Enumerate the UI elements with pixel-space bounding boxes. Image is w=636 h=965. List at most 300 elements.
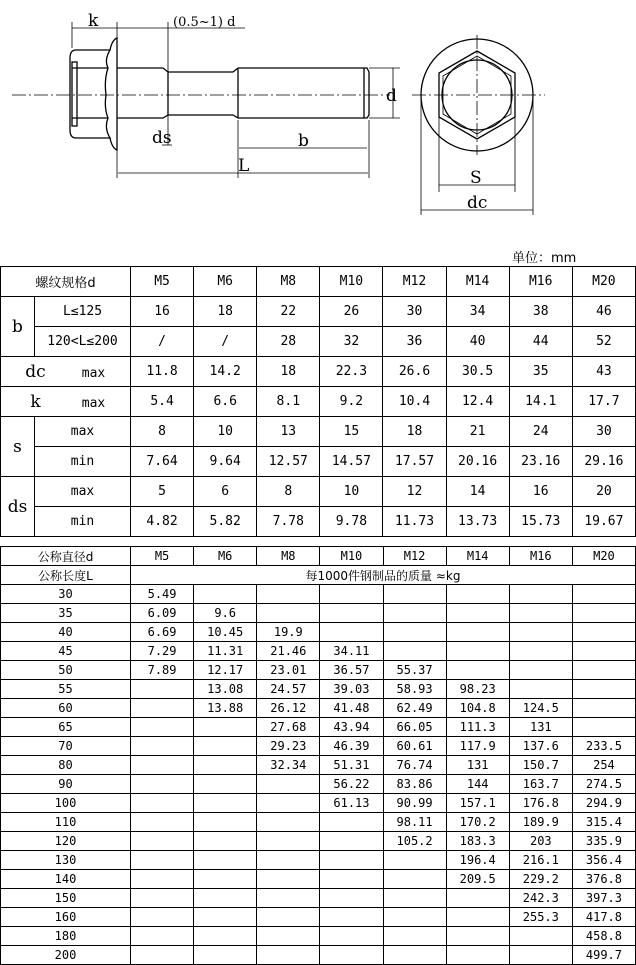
mass-cell: 98.23 xyxy=(446,680,509,699)
mass-cell: 5.49 xyxy=(131,585,194,604)
mass-cell xyxy=(131,813,194,832)
mass-cell: 13.88 xyxy=(194,699,257,718)
mass-cell: 46.39 xyxy=(320,737,383,756)
mass-cell: 176.8 xyxy=(509,794,572,813)
table-cell: 15.73 xyxy=(509,507,572,537)
length-cell: 55 xyxy=(1,680,131,699)
table-cell: 5.82 xyxy=(194,507,257,537)
size-header: M10 xyxy=(320,267,383,297)
mass-cell: 150.7 xyxy=(509,756,572,775)
table-cell: 26.6 xyxy=(383,357,446,387)
table-cell: 16 xyxy=(131,297,194,327)
table-row xyxy=(1,585,636,604)
mass-cell xyxy=(383,623,446,642)
size-header: M8 xyxy=(257,267,320,297)
table-row xyxy=(1,794,636,813)
table-cell: 9.64 xyxy=(194,447,257,477)
mass-cell xyxy=(131,870,194,889)
table-cell: 19.67 xyxy=(572,507,635,537)
mass-cell xyxy=(257,946,320,965)
table-row xyxy=(1,889,636,908)
mass-cell: 7.89 xyxy=(131,661,194,680)
table-cell: 21 xyxy=(446,417,509,447)
length-cell: 65 xyxy=(1,718,131,737)
table-cell: 17.57 xyxy=(383,447,446,477)
table-cell: 12.4 xyxy=(446,387,509,417)
table-cell: 10 xyxy=(194,417,257,447)
table-row xyxy=(1,477,636,507)
mass-cell xyxy=(131,756,194,775)
mass-cell: 23.01 xyxy=(257,661,320,680)
table-cell: 23.16 xyxy=(509,447,572,477)
table-cell: 8 xyxy=(131,417,194,447)
table-row xyxy=(1,718,636,737)
table-cell: 7.64 xyxy=(131,447,194,477)
mass-cell: 29.23 xyxy=(257,737,320,756)
table-row xyxy=(1,870,636,889)
table-cell: 10.4 xyxy=(383,387,446,417)
table-cell: 52 xyxy=(572,327,635,357)
mass-cell: 229.2 xyxy=(509,870,572,889)
param-label xyxy=(1,357,131,387)
mass-cell: 66.05 xyxy=(383,718,446,737)
mass-cell xyxy=(194,737,257,756)
length-cell: 140 xyxy=(1,870,131,889)
mass-cell: 60.61 xyxy=(383,737,446,756)
table-cell: 11.8 xyxy=(131,357,194,387)
param-symbol: k xyxy=(30,391,41,412)
table-cell: 34 xyxy=(446,297,509,327)
table-row xyxy=(1,737,636,756)
mass-cell xyxy=(320,813,383,832)
mass-cell xyxy=(257,908,320,927)
mass-cell: 62.49 xyxy=(383,699,446,718)
table-cell: 18 xyxy=(194,297,257,327)
mass-cell: 356.4 xyxy=(572,851,635,870)
mass-caption: 每1000件钢制品的质量 ≈kg xyxy=(131,566,636,585)
table-cell: 13.73 xyxy=(446,507,509,537)
mass-cell: 111.3 xyxy=(446,718,509,737)
mass-cell: 242.3 xyxy=(509,889,572,908)
mass-cell xyxy=(509,604,572,623)
mass-cell: 417.8 xyxy=(572,908,635,927)
mass-cell: 7.29 xyxy=(131,642,194,661)
size-header: M8 xyxy=(257,547,320,566)
mass-cell xyxy=(509,642,572,661)
mass-cell xyxy=(509,927,572,946)
mass-cell xyxy=(509,946,572,965)
table-cell: 35 xyxy=(509,357,572,387)
param-qualifier: L≤125 xyxy=(35,297,131,327)
table-cell: 14.2 xyxy=(194,357,257,387)
mass-cell xyxy=(572,585,635,604)
mass-cell xyxy=(194,794,257,813)
mass-cell: 90.99 xyxy=(383,794,446,813)
table-cell: 36 xyxy=(383,327,446,357)
table-cell: 22 xyxy=(257,297,320,327)
mass-cell: 131 xyxy=(509,718,572,737)
mass-cell xyxy=(320,870,383,889)
mass-cell: 6.69 xyxy=(131,623,194,642)
mass-cell: 13.08 xyxy=(194,680,257,699)
table-row xyxy=(1,267,636,297)
mass-cell xyxy=(320,832,383,851)
table-row xyxy=(1,927,636,946)
mass-cell xyxy=(572,623,635,642)
mass-cell: 131 xyxy=(446,756,509,775)
table-cell: 6 xyxy=(194,477,257,507)
mass-cell xyxy=(383,908,446,927)
mass-cell: 157.1 xyxy=(446,794,509,813)
header-label: 螺纹规格d xyxy=(1,267,131,297)
mass-cell: 209.5 xyxy=(446,870,509,889)
mass-cell xyxy=(320,851,383,870)
mass-cell xyxy=(194,756,257,775)
mass-cell xyxy=(257,604,320,623)
table-row xyxy=(1,642,636,661)
mass-cell xyxy=(572,718,635,737)
mass-cell: 76.74 xyxy=(383,756,446,775)
length-cell: 160 xyxy=(1,908,131,927)
mass-cell: 189.9 xyxy=(509,813,572,832)
param-qualifier: min xyxy=(35,447,131,477)
mass-cell xyxy=(194,851,257,870)
length-cell: 150 xyxy=(1,889,131,908)
mass-cell xyxy=(194,718,257,737)
length-cell: 70 xyxy=(1,737,131,756)
mass-cell xyxy=(194,775,257,794)
mass-cell xyxy=(509,585,572,604)
mass-cell: 34.11 xyxy=(320,642,383,661)
mass-cell xyxy=(257,851,320,870)
label-dc: dc xyxy=(467,193,488,213)
mass-cell: 19.9 xyxy=(257,623,320,642)
table-cell: 8 xyxy=(257,477,320,507)
mass-cell xyxy=(320,946,383,965)
mass-cell xyxy=(446,642,509,661)
mass-cell xyxy=(446,908,509,927)
table-cell: 44 xyxy=(509,327,572,357)
table-cell: 46 xyxy=(572,297,635,327)
mass-cell xyxy=(194,889,257,908)
mass-cell: 10.45 xyxy=(194,623,257,642)
table-cell: 14.1 xyxy=(509,387,572,417)
mass-cell xyxy=(257,832,320,851)
mass-cell xyxy=(194,870,257,889)
end-view xyxy=(412,35,545,215)
mass-cell xyxy=(383,585,446,604)
mass-cell xyxy=(131,946,194,965)
length-cell: 60 xyxy=(1,699,131,718)
table-cell: 5 xyxy=(131,477,194,507)
mass-cell: 255.3 xyxy=(509,908,572,927)
table-cell: 12 xyxy=(383,477,446,507)
mass-cell xyxy=(572,699,635,718)
mass-cell xyxy=(194,908,257,927)
mass-cell: 98.11 xyxy=(383,813,446,832)
mass-cell: 254 xyxy=(572,756,635,775)
table-cell: 20.16 xyxy=(446,447,509,477)
param-symbol: dc xyxy=(25,361,46,382)
size-header: M20 xyxy=(572,267,635,297)
mass-cell: 58.93 xyxy=(383,680,446,699)
table-cell: 14 xyxy=(446,477,509,507)
param-qualifier: max xyxy=(35,417,131,447)
mass-cell xyxy=(131,680,194,699)
mass-cell xyxy=(131,851,194,870)
mass-cell xyxy=(383,851,446,870)
mass-cell: 170.2 xyxy=(446,813,509,832)
mass-cell xyxy=(446,946,509,965)
length-cell: 90 xyxy=(1,775,131,794)
mass-cell: 117.9 xyxy=(446,737,509,756)
table-cell: 24 xyxy=(509,417,572,447)
mass-cell: 21.46 xyxy=(257,642,320,661)
mass-cell: 144 xyxy=(446,775,509,794)
mass-cell xyxy=(131,737,194,756)
mass-cell: 11.31 xyxy=(194,642,257,661)
mass-cell: 27.68 xyxy=(257,718,320,737)
spec-table xyxy=(0,266,636,537)
mass-cell: 163.7 xyxy=(509,775,572,794)
mass-cell xyxy=(446,604,509,623)
size-header: M12 xyxy=(383,547,446,566)
table-row xyxy=(1,813,636,832)
table-cell: / xyxy=(194,327,257,357)
size-header: M20 xyxy=(572,547,635,566)
length-cell: 130 xyxy=(1,851,131,870)
label-S: S xyxy=(470,168,482,188)
mass-cell: 397.3 xyxy=(572,889,635,908)
mass-cell xyxy=(257,870,320,889)
mass-cell: 39.03 xyxy=(320,680,383,699)
mass-cell: 24.57 xyxy=(257,680,320,699)
mass-cell xyxy=(572,642,635,661)
mass-table xyxy=(0,546,636,965)
mass-cell xyxy=(320,908,383,927)
param-label xyxy=(1,387,131,417)
mass-cell xyxy=(194,813,257,832)
label-L: L xyxy=(238,156,250,176)
mass-cell xyxy=(131,699,194,718)
mass-cell: 104.8 xyxy=(446,699,509,718)
unit-label: 单位：mm xyxy=(512,251,577,266)
length-cell: 45 xyxy=(1,642,131,661)
mass-cell xyxy=(320,889,383,908)
mass-cell xyxy=(194,927,257,946)
length-cell: 120 xyxy=(1,832,131,851)
label-ds: ds xyxy=(152,128,172,148)
mass-cell: 26.12 xyxy=(257,699,320,718)
mass-cell: 137.6 xyxy=(509,737,572,756)
table-row xyxy=(1,623,636,642)
bolt-drawing xyxy=(0,0,636,240)
param-symbol: s xyxy=(1,417,35,477)
mass-cell xyxy=(131,832,194,851)
table-cell: 7.78 xyxy=(257,507,320,537)
table-cell: 14.57 xyxy=(320,447,383,477)
table-row xyxy=(1,507,636,537)
header-length: 公称长度L xyxy=(1,566,131,585)
table-cell: 5.4 xyxy=(131,387,194,417)
param-qualifier: max xyxy=(81,395,106,411)
table-cell: / xyxy=(131,327,194,357)
mass-cell: 233.5 xyxy=(572,737,635,756)
mass-cell: 274.5 xyxy=(572,775,635,794)
table-row xyxy=(1,357,636,387)
size-header: M5 xyxy=(131,267,194,297)
mass-cell xyxy=(194,946,257,965)
mass-cell xyxy=(257,927,320,946)
mass-cell: 499.7 xyxy=(572,946,635,965)
mass-cell: 183.3 xyxy=(446,832,509,851)
table-cell: 4.82 xyxy=(131,507,194,537)
mass-cell: 43.94 xyxy=(320,718,383,737)
length-cell: 40 xyxy=(1,623,131,642)
label-b: b xyxy=(298,131,309,151)
table-cell: 10 xyxy=(320,477,383,507)
table-row xyxy=(1,661,636,680)
param-symbol: b xyxy=(1,297,35,357)
mass-cell: 216.1 xyxy=(509,851,572,870)
table-cell: 40 xyxy=(446,327,509,357)
length-cell: 35 xyxy=(1,604,131,623)
mass-cell: 61.13 xyxy=(320,794,383,813)
side-view xyxy=(12,22,400,178)
mass-cell: 335.9 xyxy=(572,832,635,851)
table-row xyxy=(1,832,636,851)
mass-cell: 315.4 xyxy=(572,813,635,832)
mass-cell xyxy=(131,927,194,946)
table-row xyxy=(1,699,636,718)
length-cell: 50 xyxy=(1,661,131,680)
mass-cell: 203 xyxy=(509,832,572,851)
mass-cell xyxy=(131,775,194,794)
table-cell: 6.6 xyxy=(194,387,257,417)
table-cell: 32 xyxy=(320,327,383,357)
mass-cell xyxy=(383,642,446,661)
table-row xyxy=(1,680,636,699)
table-cell: 17.7 xyxy=(572,387,635,417)
mass-cell: 12.17 xyxy=(194,661,257,680)
table-row xyxy=(1,908,636,927)
table-row xyxy=(1,297,636,327)
mass-cell: 124.5 xyxy=(509,699,572,718)
mass-cell xyxy=(446,927,509,946)
mass-cell: 376.8 xyxy=(572,870,635,889)
mass-cell: 83.86 xyxy=(383,775,446,794)
mass-cell: 458.8 xyxy=(572,927,635,946)
table-row xyxy=(1,946,636,965)
table-cell: 43 xyxy=(572,357,635,387)
param-qualifier: max xyxy=(35,477,131,507)
mass-cell: 41.48 xyxy=(320,699,383,718)
size-header: M10 xyxy=(320,547,383,566)
mass-cell xyxy=(194,832,257,851)
table-row xyxy=(1,851,636,870)
size-header: M14 xyxy=(446,267,509,297)
mass-cell: 36.57 xyxy=(320,661,383,680)
mass-cell xyxy=(572,680,635,699)
length-cell: 180 xyxy=(1,927,131,946)
table-cell: 30 xyxy=(383,297,446,327)
label-offset: (0.5~1) d xyxy=(173,15,236,30)
table-cell: 15 xyxy=(320,417,383,447)
length-cell: 200 xyxy=(1,946,131,965)
table-cell: 11.73 xyxy=(383,507,446,537)
table-row xyxy=(1,775,636,794)
mass-cell: 294.9 xyxy=(572,794,635,813)
param-qualifier: 120<L≤200 xyxy=(35,327,131,357)
length-cell: 80 xyxy=(1,756,131,775)
size-header: M12 xyxy=(383,267,446,297)
mass-cell xyxy=(320,623,383,642)
mass-cell: 105.2 xyxy=(383,832,446,851)
table-cell: 8.1 xyxy=(257,387,320,417)
mass-cell xyxy=(509,661,572,680)
mass-cell xyxy=(194,585,257,604)
mass-cell xyxy=(320,604,383,623)
mass-cell xyxy=(446,585,509,604)
table-cell: 18 xyxy=(383,417,446,447)
mass-cell xyxy=(572,661,635,680)
table-cell: 13 xyxy=(257,417,320,447)
label-k: k xyxy=(88,11,99,31)
table-cell: 12.57 xyxy=(257,447,320,477)
mass-cell xyxy=(257,775,320,794)
param-symbol: ds xyxy=(1,477,35,537)
mass-cell: 55.37 xyxy=(383,661,446,680)
table-row xyxy=(1,566,636,585)
mass-cell xyxy=(383,946,446,965)
header-diameter: 公称直径d xyxy=(1,547,131,566)
table-row xyxy=(1,327,636,357)
table-row xyxy=(1,604,636,623)
table-cell: 9.2 xyxy=(320,387,383,417)
size-header: M16 xyxy=(509,547,572,566)
mass-cell xyxy=(131,718,194,737)
mass-cell xyxy=(446,889,509,908)
table-row xyxy=(1,417,636,447)
mass-cell: 32.34 xyxy=(257,756,320,775)
table-row xyxy=(1,756,636,775)
mass-cell xyxy=(320,927,383,946)
table-cell: 22.3 xyxy=(320,357,383,387)
mass-cell: 51.31 xyxy=(320,756,383,775)
param-qualifier: min xyxy=(35,507,131,537)
size-header: M6 xyxy=(194,267,257,297)
table-cell: 29.16 xyxy=(572,447,635,477)
table-cell: 20 xyxy=(572,477,635,507)
table-cell: 26 xyxy=(320,297,383,327)
mass-cell xyxy=(509,623,572,642)
mass-cell: 9.6 xyxy=(194,604,257,623)
label-d: d xyxy=(386,86,397,106)
mass-cell xyxy=(131,908,194,927)
table-cell: 38 xyxy=(509,297,572,327)
mass-cell: 6.09 xyxy=(131,604,194,623)
mass-cell xyxy=(383,889,446,908)
mass-cell: 56.22 xyxy=(320,775,383,794)
mass-cell xyxy=(383,870,446,889)
mass-cell xyxy=(446,661,509,680)
mass-cell xyxy=(257,794,320,813)
param-qualifier: max xyxy=(81,365,106,381)
table-cell: 9.78 xyxy=(320,507,383,537)
size-header: M16 xyxy=(509,267,572,297)
table-cell: 16 xyxy=(509,477,572,507)
size-header: M14 xyxy=(446,547,509,566)
